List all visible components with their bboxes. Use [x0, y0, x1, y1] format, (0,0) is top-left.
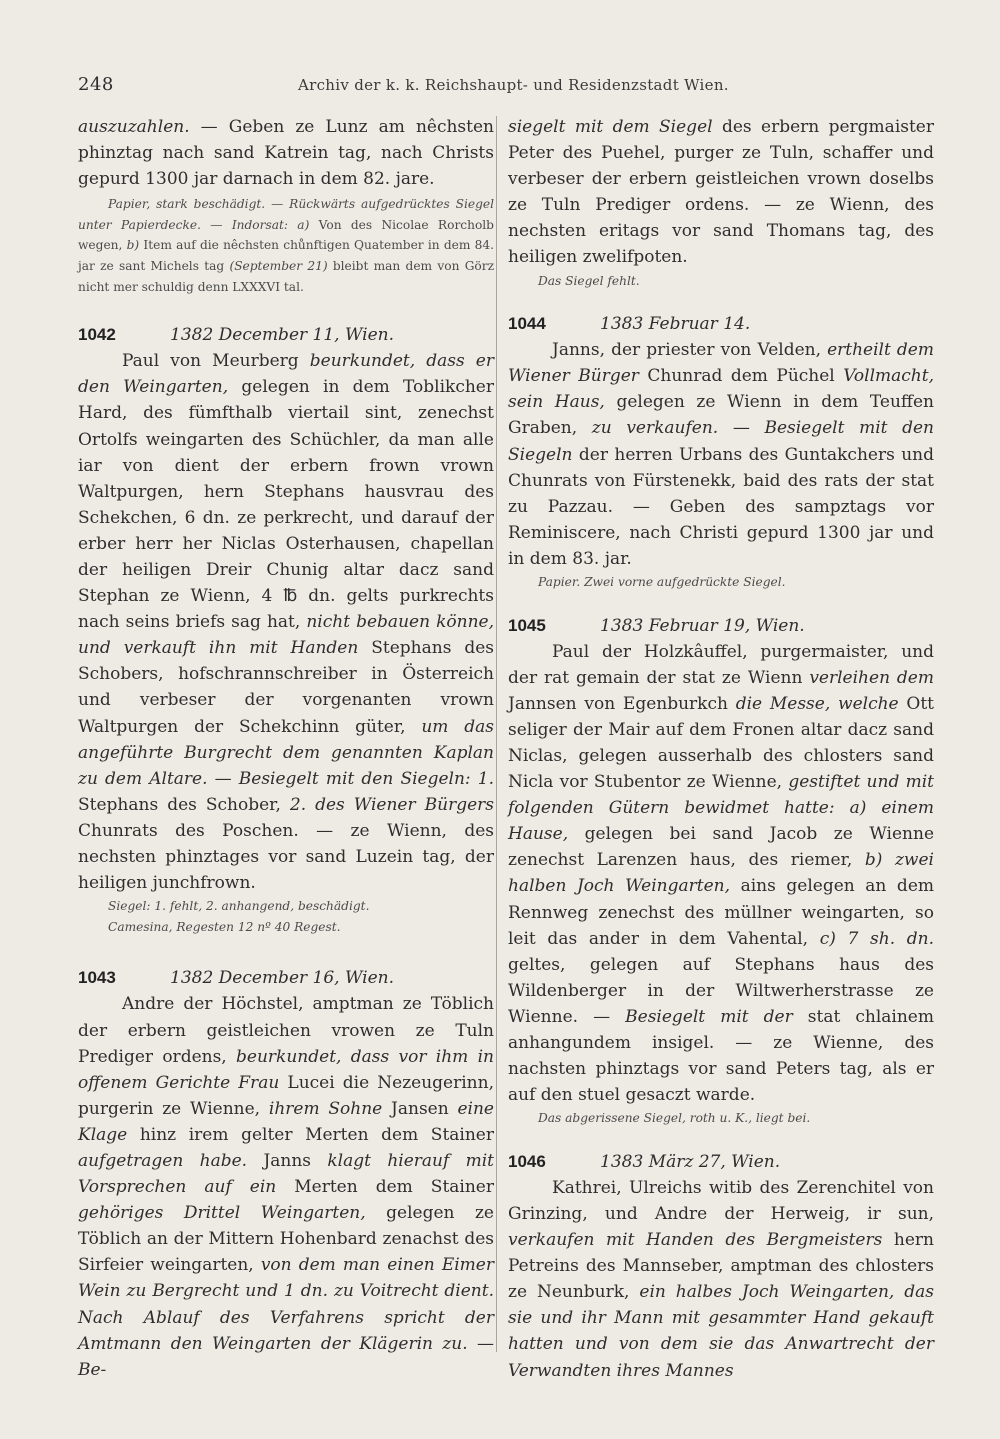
text-run: Chunrad dem Püchel — [638, 366, 844, 387]
text-run: stat chlainem anhangundem insigel. — ze Wienne, des nachsten phinztags vor sand Peters tag, als er auf den stuel gesaczt warde. — [508, 1006, 934, 1106]
entry-1043 — [78, 965, 494, 1382]
text-run: Item auf die nêchsten chůnftigen Quatember in dem 84. jar ze sant Michels tag — [78, 238, 494, 274]
italic-run: zu verkaufen. — Besiegelt mit den Siegeln — [508, 418, 934, 465]
text-run: Kathrei, Ulreichs witib des Zerenchitel von Grinzing, und Andre der Herweig, ir sun, — [508, 1177, 934, 1224]
text-run: Jannsen von Egenburkch — [508, 693, 736, 714]
italic-run: nicht bebauen könne, und verkauft ihn mit Handen — [78, 612, 494, 659]
text-run: gelegen bei sand Jacob ze Wienne zenechst Larenzen haus, des riemer, — [508, 824, 934, 871]
italic-run: b) zwei halben Joch Weingarten, — [508, 850, 934, 897]
entry-text — [508, 639, 934, 1109]
entry-heading — [508, 613, 934, 639]
text-run: Ott seliger der Mair auf dem Fronen altar dacz sand Niclas, gelegen ausserhalb des chlosters sand Nicla vor Stubentor ze Wienne, — [508, 693, 934, 793]
text-run: der herren Urbans des Guntakchers und Chunrats von Fürstenekk, baid des rats der stat zu Pazzau. — Geben des sampztags vor Reminiscere, nach Christi gepurd 1300 jar und in dem 83. jar. — [508, 444, 934, 569]
text-run: Stephans des Schober, — [78, 794, 290, 815]
entry-date: 1382 December 11, Wien. — [170, 325, 394, 346]
text-run: Janns — [247, 1150, 328, 1171]
entry-note: Das Siegel fehlt. — [538, 273, 640, 288]
italic-run: siegelt mit dem Siegel — [508, 117, 713, 137]
italic-run: beurkundet, dass er den Weingarten, — [78, 351, 494, 398]
entry-number: 1046 — [508, 1151, 546, 1171]
entry-1042 — [78, 322, 494, 937]
text-run: geltes, gelegen auf Stephans haus des Wildenberger in der Wiltwerherstrasse ze Wienne. — — [508, 954, 934, 1027]
column-divider — [496, 116, 497, 1352]
text-run: Jansen — [382, 1098, 458, 1119]
entry-number: 1044 — [508, 314, 546, 334]
text-run: Andre der Höchstel, amptman ze Töblich der erbern geistleichen vrowen ze Tuln Prediger ordens, — [78, 994, 494, 1067]
italic-run: von dem man einen Eimer Wein zu Bergrecht und 1 dn. zu Voitrecht dient. Nach Ablauf des Verfahrens spricht der Amtmann den Weingarten der Klägerin zu. — Be- — [78, 1255, 494, 1380]
continuation-paragraph — [78, 114, 494, 192]
entry-text — [508, 1175, 934, 1384]
entry-date: 1383 Februar 19, Wien. — [600, 615, 805, 636]
italic-run: die Messe, welche — [735, 693, 899, 714]
italic-run: Besiegelt mit der — [625, 1006, 793, 1027]
text-run: Paul von Meurberg — [122, 351, 310, 372]
text-run: Lucei die Nezeugerinn, purgerin ze Wienne, — [78, 1072, 494, 1119]
italic-run: eine Klage — [78, 1098, 494, 1145]
italic-run: (September 21) — [229, 259, 328, 274]
right-column — [508, 114, 934, 1384]
page-header — [0, 74, 1000, 104]
italic-run: c) 7 sh. dn. — [819, 928, 934, 949]
entry-heading — [78, 322, 494, 348]
italic-run: 2. des Wiener Bürgers — [289, 794, 494, 815]
left-column — [78, 114, 494, 1383]
entry-date: 1383 Februar 14. — [600, 314, 751, 335]
text-run: des erbern pergmaister Peter des Puehel, purger ze Tuln, schaffer und verbeser der erbern geistleichen vrown doselbs ze Tuln Prediger ordens. — ze Wienn, des nechsten eritags vor sand Thomans tag, des heiligen zwelifpoten. — [508, 117, 934, 268]
entry-1046 — [508, 1149, 934, 1384]
continuation-paragraph — [508, 114, 934, 271]
entry-heading — [508, 1149, 934, 1175]
entry-1044 — [508, 311, 934, 592]
entry-note: Camesina, Regesten 12 nº 40 Regest. — [108, 919, 341, 934]
italic-run: verleihen dem — [809, 667, 934, 688]
running-title: Archiv der k. k. Reichshaupt- und Residenzstadt Wien. — [298, 76, 729, 94]
text-run: Von des Nicolae Rorcholb wegen, — [78, 217, 494, 253]
italic-run: klagt hierauf mit Vorsprechen auf ein — [78, 1150, 495, 1198]
italic-run: verkaufen mit Handen des Bergmeisters — [508, 1230, 883, 1251]
entry-text — [508, 337, 934, 572]
page-number: 248 — [78, 74, 114, 95]
text-run: Chunrats des Poschen. — ze Wienn, des nechsten phinztages vor sand Luzein tag, der heiligen junchfrown. — [78, 820, 494, 894]
italic-run: gehöriges Drittel Weingarten, — [78, 1203, 366, 1224]
entry-text — [78, 348, 494, 896]
italic-run: um das angeführte Burgrecht dem genannten Kaplan zu dem Altare. — Besiegelt mit den Siegeln: 1. — [78, 716, 494, 789]
italic-run: aufgetragen habe. — [78, 1150, 248, 1171]
entry-note: Das abgerissene Siegel, roth u. K., liegt bei. — [538, 1111, 811, 1126]
archival-note — [78, 194, 494, 297]
italic-run: beurkundet, dass vor ihm in offenem Gerichte Frau — [78, 1046, 494, 1093]
entry-number: 1042 — [78, 325, 116, 345]
italic-run: gestiftet und mit folgenden Gütern bewidmet hatte: a) einem Hause, — [508, 772, 935, 845]
text-run: gelegen ze Töblich an der Mittern Hohenbard zenachst des Sirfeier weingarten, — [78, 1203, 494, 1276]
entry-note: Siegel: 1. fehlt, 2. anhangend, beschädigt. — [108, 899, 370, 914]
italic-run: auszuzahlen. — [78, 117, 190, 137]
italic-run: Vollmacht, sein Haus, — [508, 366, 934, 413]
text-run: Stephans des Schobers, hofschrannschreiber in Österreich und verbeser der vorgenanten vrown Waltpurgen der Schekchinn güter, — [78, 638, 495, 737]
entry-note: Papier. Zwei vorne aufgedrückte Siegel. — [538, 575, 786, 589]
text-run: gelegen ze Wienn in dem Teuffen Graben, — [508, 392, 934, 439]
italic-run: ihrem Sohne — [268, 1098, 383, 1119]
entry-heading — [508, 311, 934, 337]
italic-run: ein halbes Joch Weingarten, das sie und ihr Mann mit gesammter Hand gekauft hatten und von dem sie das Anwartrecht der Verwandten ihres Mannes — [508, 1282, 934, 1381]
text-run: gelegen in dem Toblikcher Hard, des fümfthalb viertail sint, zenechst Ortolfs weingarten des Schüchler, da man alle iar von dient der erbern frown vrown Waltpurgen, hern Stephans hausvrau des Schekchen, 6 dn. ze perkrecht, und darauf der erber herr her Niclas Osterhausen, chapellan der heiligen Dreir Chunig altar dacz sand Stephan ze Wienn, 4 ℔ dn. gelts purkrechts nach seins briefs sag hat, — [78, 377, 494, 633]
text-run: ains gelegen an dem Rennweg zenechst des müllner weingarten, so leit das ander in dem Vahental, — [508, 876, 934, 949]
italic-run: b) — [126, 238, 140, 253]
text-run: Paul der Holzkâuffel, purgermaister, und der rat gemain der stat ze Wienn — [508, 641, 934, 688]
entry-number: 1045 — [508, 615, 546, 635]
italic-run: Papier, stark beschädigt. — Rückwärts aufgedrücktes Siegel unter Papierdecke. — Indorsat: a) — [78, 197, 494, 232]
entry-date: 1383 März 27, Wien. — [600, 1151, 781, 1172]
text-run: Janns, der priester von Velden, — [552, 340, 828, 361]
entry-heading — [78, 965, 494, 991]
text-run: Merten dem Stainer — [276, 1177, 494, 1198]
text-run: — Geben ze Lunz am nêchsten phinztag nach sand Katrein tag, nach Christs gepurd 1300 jar darnach in dem 82. jare. — [78, 117, 494, 190]
italic-run: ertheilt dem Wiener Bürger — [508, 340, 934, 387]
entry-date: 1382 December 16, Wien. — [170, 968, 394, 989]
text-run: bleibt man dem von Görz nicht mer schuldig denn LXXXVI tal. — [78, 259, 495, 294]
entry-1045 — [508, 613, 934, 1129]
entry-number: 1043 — [78, 968, 116, 988]
text-run: hinz irem gelter Merten dem Stainer — [127, 1124, 494, 1145]
entry-text — [78, 991, 494, 1382]
text-run: hern Petreins des Mannseber, amptman des chlosters ze Neunburk, — [508, 1230, 934, 1303]
